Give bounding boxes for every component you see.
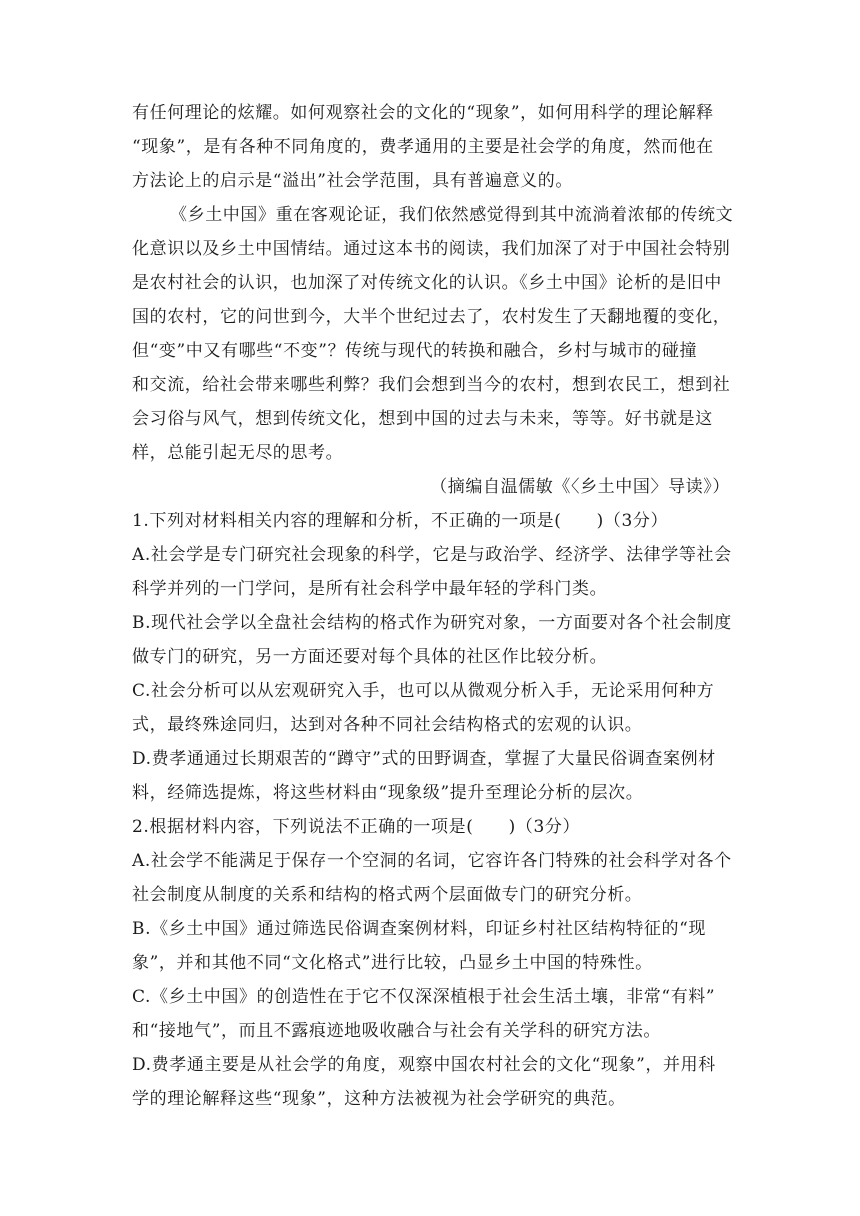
question-1: [132, 504, 730, 810]
reading-passage: [132, 96, 734, 504]
text-line: 会习俗与风气，想到传统文化，想到中国的过去与未来，等等。好书就是这: [132, 409, 713, 429]
option-line: 社会制度从制度的关系和结构的格式两个层面做专门的研究分析。: [132, 885, 643, 905]
option-line: 象”，并和其他不同“文化格式”进行比较，凸显乡土中国的特殊性。: [132, 953, 653, 973]
option-line: 科学并列的一门学问，是所有社会科学中最年轻的学科门类。: [132, 579, 608, 599]
source-citation: （摘编自温儒敏《〈乡土中国〉导读》）: [430, 477, 730, 497]
option-line: 做专门的研究，另一方面还要对每个具体的社区作比较分析。: [132, 647, 608, 667]
option-line: 学的理论解释这些“现象”，这种方法被视为社会学研究的典范。: [132, 1089, 626, 1109]
text-line: 样，总能引起无尽的思考。: [132, 443, 344, 463]
passage-paragraph-1: [132, 96, 730, 198]
text-line: 是农村社会的认识，也加深了对传统文化的认识。《乡土中国》论析的是旧中: [132, 273, 722, 293]
question-list: [132, 504, 730, 1116]
text-line: 有任何理论的炫耀。如何观察社会的文化的“现象”，如何用科学的理论解释: [132, 103, 714, 123]
option-d: [132, 742, 730, 810]
option-line: C.《乡土中国》的创造性在于它不仅深深植根于社会生活土壤，非常“有料”: [132, 987, 716, 1007]
option-line: A.社会学是专门研究社会现象的科学，它是与政治学、经济学、法律学等社会: [132, 545, 732, 565]
passage-paragraph-2: [132, 198, 734, 470]
question-2: [132, 810, 730, 1116]
option-line: 式，最终殊途同归，达到对各种不同社会结构格式的宏观的认识。: [132, 715, 643, 735]
option-b: [132, 912, 730, 980]
option-line: D.费孝通通过长期艰苦的“蹲守”式的田野调查，掌握了大量民俗调查案例材: [132, 749, 716, 769]
text-line: 和交流，给社会带来哪些利弊？我们会想到当今的农村，想到农民工，想到社: [132, 375, 731, 395]
option-line: 和“接地气”，而且不露痕迹地吸收融合与社会有关学科的研究方法。: [132, 1021, 661, 1041]
text-line: “现象”，是有各种不同角度的，费孝通用的主要是社会学的角度，然而他在: [132, 137, 714, 157]
option-c: [132, 674, 730, 742]
option-line: A.社会学不能满足于保存一个空洞的名词，它容许各门特殊的社会科学对各个: [132, 851, 732, 871]
option-b: [132, 606, 730, 674]
text-line: 化意识以及乡土中国情结。通过这本书的阅读，我们加深了对于中国社会特别: [132, 239, 731, 259]
text-line: 《乡土中国》重在客观论证，我们依然感觉得到其中流淌着浓郁的传统文: [170, 205, 734, 225]
option-line: 料，经筛选提炼，将这些材料由“现象级”提升至理论分析的层次。: [132, 783, 644, 803]
option-line: D.费孝通主要是从社会学的角度，观察中国农村社会的文化“现象”，并用科: [132, 1055, 716, 1075]
option-a: [132, 844, 730, 912]
option-c: [132, 980, 730, 1048]
option-line: C.社会分析可以从宏观研究入手，也可以从微观分析入手，无论采用何种方: [132, 681, 715, 701]
text-line: 方法论上的启示是“溢出”社会学范围，具有普遍意义的。: [132, 171, 573, 191]
option-d: [132, 1048, 730, 1116]
option-a: [132, 538, 730, 606]
text-line: 国的农村，它的问世到今，大半个世纪过去了，农村发生了天翻地覆的变化，: [132, 307, 731, 327]
question-stem: 1.下列对材料相关内容的理解和分析，不正确的一项是( )（3分）: [132, 511, 669, 531]
question-stem: 2.根据材料内容，下列说法不正确的一项是( )（3分）: [132, 817, 581, 837]
option-line: B.《乡土中国》通过筛选民俗调查案例材料，印证乡村社区结构特征的“现: [132, 919, 706, 939]
option-line: B.现代社会学以全盘社会结构的格式作为研究对象，一方面要对各个社会制度: [132, 613, 732, 633]
text-line: 但“变”中又有哪些“不变”？传统与现代的转换和融合，乡村与城市的碰撞: [132, 341, 698, 361]
